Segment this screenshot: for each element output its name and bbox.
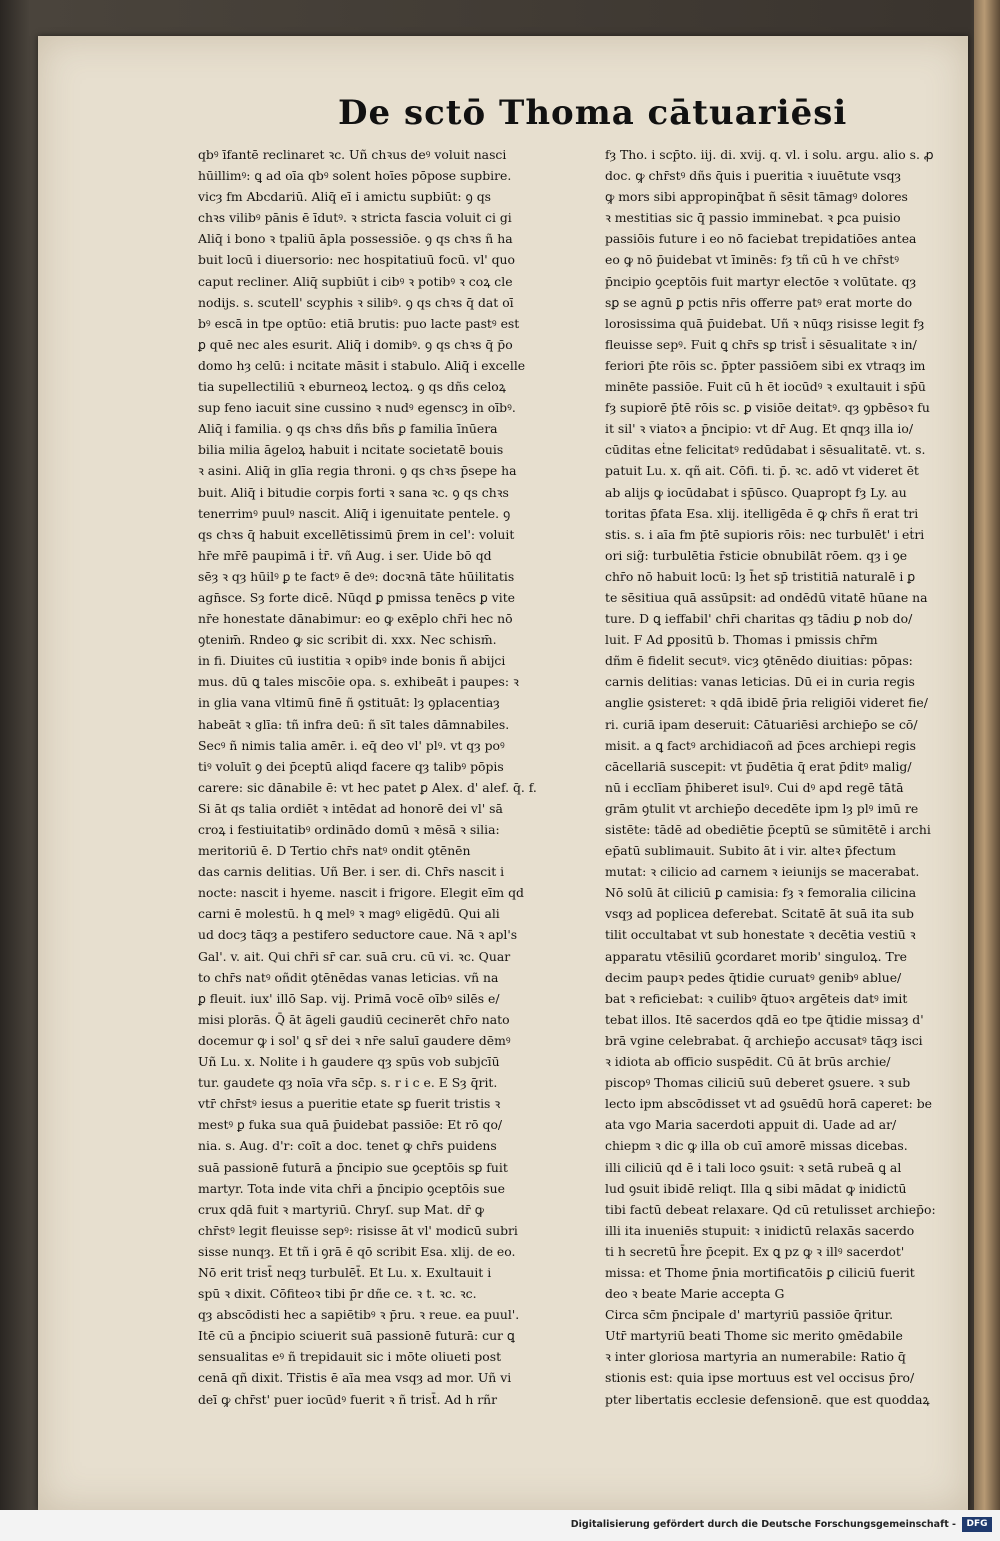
left-column-line: Uñ Lu. x. Nolite i h gaudere qȝ spūs vob subjcīū	[198, 1054, 500, 1070]
right-column-line: ꝛ mestitias sic q̄ passio imminebat. ꝛ ꝑca puisio	[605, 210, 901, 226]
right-column-line: grām ꝯtulit vt archiep̄o decedēte ipm lȝ plꝰ imū re	[605, 800, 919, 816]
left-column-line: in glia vana vltimū finē ñ ꝯstituāt: lȝ ꝯplacentiaȝ	[198, 695, 500, 711]
book-binding-edge	[974, 0, 1000, 1541]
left-column-line: ꝑ quē nec ales esurit. Aliq̄ i domibꝰ. ꝯ qs chꝛs q̄ p̄o	[198, 336, 513, 352]
left-column-line: crux qdā fuit ꝛ martyriū. Chryſ. sup Mat. dr̄ ꝙ	[198, 1201, 485, 1217]
left-column-line: caput recliner. Aliq̄ supbiūt i cibꝰ ꝛ potibꝰ ꝛ coꝝ cle	[198, 273, 513, 289]
left-column-line: Si āt qs talia ordiēt ꝛ intēdat ad honorē dei vl' sā	[198, 800, 503, 816]
right-column-line: fȝ supiorē p̄tē rōis sc. ꝑ visiōe deitatꝰ. qȝ ꝯpbēsoꝛ fu	[605, 400, 930, 416]
right-column-line: mutat: ꝛ cilicio ad carnem ꝛ ieiunijs se macerabat.	[605, 864, 920, 880]
right-column-line: cūditas eṫne felicitatꝰ redūdabat i sēsualitatē. vt. s.	[605, 442, 926, 458]
dfg-logo: DFG	[962, 1517, 992, 1532]
right-column-line: passiōis future i eo nō faciebat trepidatiōes antea	[605, 231, 917, 247]
left-column-line: spū ꝛ dixit. Cōfiteoꝛ tibi p̄r dñe ce. ꝛ t. ꝛc. ꝛc.	[198, 1286, 477, 1302]
right-column-line: illi ciliciū qd ē i tali loco ꝯsuit: ꝛ setā rubeā ꝗ al	[605, 1159, 902, 1175]
right-column-line: pter libertatis ecclesie defensionē. que est quoddaꝝ	[605, 1391, 930, 1407]
right-column-line: fȝ Tho. i scp̄to. iij. di. xvij. q. vl. i solu. argu. alio s. ꝓ	[605, 147, 934, 162]
left-column-line: cenā qñ dixit. Tr̄istis ē aīa mea vsqȝ ad mor. Uñ vi	[198, 1370, 512, 1386]
left-column-line: sisse nunqȝ. Et tñ i ꝯrā ē qō scribit Esa. xlij. de eo.	[198, 1243, 516, 1259]
right-column-line: ata vgo Maria sacerdoti appuit di. Uade ad ar/	[605, 1117, 897, 1133]
right-column-line: nū i ecclīam p̄hiberet isulꝰ. Cui dꝰ apd regē tātā	[605, 779, 904, 795]
right-column-line: Circa sc̄m p̄ncipale d' martyriū passiōe q̄ritur.	[605, 1307, 894, 1323]
right-column-line: sistēte: tādē ad obediētie p̄ceptū se sūmitētē i archi	[605, 822, 931, 837]
left-column-line: ꝑ fleuit. iux' illō Sap. vij. Primā vocē oībꝰ silēs e/	[198, 990, 500, 1006]
left-column-line: nocte: nascit i hyeme. nascit i frigore. Elegit eīm qd	[198, 885, 524, 901]
right-column-line: piscopꝰ Thomas ciliciū suū deberet ꝯsuere. ꝛ sub	[605, 1075, 911, 1091]
left-column-line: martyr. Tota inde vita chr̄i a p̄ncipio ꝯceptōis sue	[198, 1180, 505, 1196]
left-column-line: agn̄sce. Sȝ forte dicē. Nūqd ꝑ pmissa tenēcs ꝑ vite	[198, 589, 516, 605]
left-column-line: domo hȝ celū: i ncitate māsit i stabulo. Aliq̄ i excelle	[198, 357, 526, 373]
right-column-line: vsqȝ ad poplicea deferebat. Scitatē āt suā ita sub	[605, 906, 914, 922]
left-column-line: tia supellectiliū ꝛ eburneoꝝ lectoꝝ. ꝯ qs dñs celoꝝ	[198, 379, 506, 395]
right-column-line: decim paupꝛ pedes q̄tidie curuatꝰ genibꝰ ablue/	[605, 969, 902, 985]
right-column-line: it sil' ꝛ viatoꝛ a p̄ncipio: vt dr̄ Aug. Et qnqȝ illa io/	[605, 421, 913, 437]
left-column-line: tiꝰ voluīt ꝯ dei p̄ceptū aliqd facere qȝ talibꝰ pōpis	[198, 758, 504, 774]
right-column-line: anglie ꝯsisteret: ꝛ qdā ibidē p̄ria religiōi videret fie/	[605, 695, 928, 711]
right-column-line: ori sig̃: turbulētia r̄sticie obnubilāt rōem. qȝ i ꝯe	[605, 547, 908, 563]
left-column-line: vtr̄ chr̄stꝰ iesus a pueritie etate sꝑ fuerit tristis ꝛ	[198, 1096, 501, 1112]
left-column-line: sēȝ ꝛ qȝ hūilꝰ ꝑ te factꝰ ē deꝰ: docꝛnā tāte hūilitatis	[198, 568, 515, 584]
right-column-line: cācellariā suscepit: vt p̄udētia q̄ erat p̄ditꝰ malig/	[605, 758, 912, 774]
left-column-line: vicȝ fm Abcdariū. Aliq̄ eī i amictu supbiūt: ꝯ qs	[198, 189, 492, 205]
right-column-line: Nō solū āt ciliciū ꝑ camisia: fȝ ꝛ femoralia cilicina	[605, 885, 917, 901]
left-column-line: bꝰ escā in tpe optūo: etiā brutis: puo lacte pastꝰ est	[198, 315, 520, 331]
left-column-line: sup feno iacuit sine cussino ꝛ nudꝰ egenscȝ in oībꝰ.	[198, 400, 516, 416]
left-column-line: to chr̄s natꝰ oñdit ꝯtēnēdas vanas leticias. vñ na	[198, 969, 499, 985]
right-column-line: deo ꝛ beate Marie accepta G	[605, 1286, 785, 1302]
right-column-line: minēte passiōe. Fuit cū h ēt iocūdꝰ ꝛ exultauit i sp̄ū	[605, 379, 926, 395]
right-column-line: tebat illos. Itē sacerdos qdā eo tpe q̄tidie missaȝ d'	[605, 1011, 924, 1027]
left-column-line: docemur ꝙ i sol' ꝗ sr̄ dei ꝛ nr̄e saluī gaudere dēmꝰ	[198, 1032, 511, 1048]
left-column-line: habeāt ꝛ glīa: tñ infra deū: ñ sīt tales dāmnabiles.	[198, 716, 510, 732]
left-column-line: tur. gaudete qȝ noīa vr̄a sc̄p. s. r i c e. E Sȝ q̄rit.	[198, 1075, 498, 1091]
left-column-line: hūillimꝰ: ꝗ ad oīa qbꝰ solent hoīes pōpose supbire.	[198, 168, 512, 184]
left-column-text	[198, 144, 558, 1410]
right-column-line: misit. a ꝗ factꝰ archidiacoñ ad p̄ces archiepi regis	[605, 737, 917, 753]
footer-bar	[0, 1510, 1000, 1541]
book-page	[38, 36, 968, 1510]
left-column-line: sensualitas eꝰ ñ trepidauit sic i mōte oliueti post	[198, 1349, 502, 1365]
left-column-line: deī ꝙ chr̄st' puer iocūdꝰ fuerit ꝛ ñ trist̄. Ad h rñr	[198, 1391, 498, 1407]
right-column-line: dñm ē fidelit secutꝰ. vicȝ ꝯtēnēdo diuitias: pōpas:	[605, 653, 913, 669]
left-column-line: suā passionē futurā a p̄ncipio sue ꝯceptōis sꝑ fuit	[198, 1159, 508, 1175]
right-text-column	[605, 144, 965, 1484]
right-column-line: chiepm ꝛ dic ꝙ illa ob cuī amorē missas dicebas.	[605, 1138, 908, 1154]
left-column-line: mus. dū ꝗ tales miscōie opa. s. exhibeāt i paupes: ꝛ	[198, 674, 519, 690]
left-column-line: carni ē molestū. h ꝗ melꝰ ꝛ magꝰ eligēdū. Qui ali	[198, 906, 500, 922]
right-column-line: stionis est: quia ipse mortuus est vel occisus p̄ro/	[605, 1370, 915, 1386]
right-column-line: ꝙ mors sibi appropinq̄bat ñ sēsit tāmagꝰ dolores	[605, 189, 908, 205]
right-column-line: ep̄atū sublimauit. Subito āt i vir. alteꝛ p̄fectum	[605, 843, 897, 859]
left-column-line: hr̄e mr̄ē paupimā i ṫr̄. vñ Aug. i ser. Uide bō qd	[198, 547, 492, 563]
right-column-line: apparatu vtēsiliū ꝯcordaret morib' singuloꝝ. Tre	[605, 948, 907, 964]
left-column-line: Itē cū a p̄ncipio sciuerit suā passionē futurā: cur ꝗ	[198, 1328, 515, 1344]
left-column-line: carere: sic dānabile ē: vt hec patet ꝑ Alex. d' alef. q̄. f.	[198, 779, 537, 795]
left-text-column	[198, 144, 558, 1484]
right-column-line: illi ita inueniēs stupuit: ꝛ inidictū relaxās sacerdo	[605, 1222, 915, 1238]
left-column-line: ꝛ asini. Aliq̄ in glīa regia throni. ꝯ qs chꝛs p̄sepe ha	[198, 463, 517, 479]
right-column-line: tilit occultabat vt sub honestate ꝛ decētia vestiū ꝛ	[605, 927, 916, 943]
left-column-line: tenerrimꝰ puulꝰ nascit. Aliq̄ i igenuitate pentele. ꝯ	[198, 505, 511, 521]
left-column-line: qs chꝛs q̄ habuit excellētissimū p̄rem in cel': voluit	[198, 526, 515, 542]
right-column-line: ri. curiā ipam deseruit: Cātuariēsi archiep̄o se cō/	[605, 716, 918, 732]
right-column-line: p̄ncipio ꝯceptōis fuit martyr electōe ꝛ volūtate. qȝ	[605, 273, 917, 289]
right-column-line: fleuisse sepꝰ. Fuit ꝗ chr̄s sꝑ trist̄ i sēsualitate ꝛ in/	[605, 336, 917, 352]
left-column-line: ud docȝ tāqȝ a pestifero seductore caue. Nā ꝛ apl's	[198, 927, 518, 943]
left-column-line: qbꝰ īfantē reclinaret ꝛc. Uñ chꝛus deꝰ voluit nasci	[198, 147, 507, 162]
left-column-line: mestꝰ ꝑ fuka sua quā p̄uidebat passiōe: Et rō qo/	[198, 1117, 503, 1133]
page-running-title: De sctō Thoma cātuariēsi	[338, 93, 848, 133]
right-column-line: carnis delitias: vanas leticias. Dū ei in curia regis	[605, 674, 915, 690]
right-column-line: sꝑ se agnū ꝑ pctis nr̄is offerre patꝰ erat morte do	[605, 294, 913, 310]
right-column-line: feriori p̄te rōis sc. p̄pter passiōem sibi ex vtraqȝ im	[605, 357, 926, 373]
right-column-line: doc. ꝙ chr̄stꝰ dñs q̄uis i pueritia ꝛ iuuētute vsqȝ	[605, 168, 902, 184]
left-column-line: nodijs. s. scutell' scyphis ꝛ silibꝰ. ꝯ qs chꝛs q̄ dat oī	[198, 294, 514, 310]
left-column-line: croꝝ i festiuitatibꝰ ordinādo domū ꝛ mēsā ꝛ silia:	[198, 822, 500, 837]
left-column-line: qȝ abscōdisti hec a sapiētibꝰ ꝛ p̄ru. ꝛ reue. ea puul'.	[198, 1307, 520, 1323]
right-column-line: ꝛ inter gloriosa martyria an numerabile: Ratio q̄	[605, 1349, 906, 1365]
left-column-line: chꝛs vilibꝰ pānis ē īdutꝰ. ꝛ stricta fascia voluit ci gi	[198, 210, 512, 226]
left-column-line: ꝯtenim̄. Rndeo ꝙ sic scribit di. xxx. Nec schism̄.	[198, 632, 497, 648]
right-column-line: Utr̄ martyriū beati Thome sic merito ꝯmēdabile	[605, 1328, 903, 1344]
right-column-line: brā vgine celebrabat. q̄ archiep̄o accusatꝰ tāqȝ isci	[605, 1032, 923, 1048]
right-column-text	[605, 144, 965, 1410]
right-column-line: tibi factū debeat relaxare. Qd cū retulisset archiep̄o:	[605, 1201, 936, 1217]
right-column-line: ture. D ꝗ ieffabil' chr̄i charitas qȝ tādiu ꝑ nob do/	[605, 611, 913, 627]
right-column-line: missa: et Thome p̄nia mortificatōis ꝑ ciliciū fuerit	[605, 1264, 915, 1280]
right-column-line: stis. s. i aīa fm p̄tē supioris rōis: nec turbulēt' i eṫri	[605, 526, 925, 542]
right-column-line: luit. F Ad ꝑpositū b. Thomas i pmissis chr̄m	[605, 632, 878, 648]
left-column-line: Nō erit trist̄ neqȝ turbulēt̄. Et Lu. x. Exultauit i	[198, 1264, 492, 1280]
left-column-line: bilia milia āgeloꝝ habuit i ncitate societatē bouis	[198, 442, 504, 458]
right-column-line: ab alijs ꝙ iocūdabat i sp̄ūsco. Quapropt fȝ Ly. au	[605, 484, 907, 500]
left-column-line: nr̄e honestate dānabimur: eo ꝙ exēplo chr̄i hec nō	[198, 611, 513, 627]
left-column-line: in fi. Diuites cū iustitia ꝛ opibꝰ inde bonis ñ abijci	[198, 653, 506, 669]
right-column-line: te sēsitiua quā assūpsit: ad ondēdū vitatē hūane na	[605, 589, 928, 605]
right-column-line: toritas p̄fata Esa. xlij. itelligēda ē ꝙ chr̄s ñ erat tri	[605, 505, 919, 521]
left-column-line: Gal'. v. ait. Qui chr̄i sr̄ car. suā cru. cū vi. ꝛc. Quar	[198, 948, 511, 964]
left-column-line: buit locū i diuersorio: nec hospitatiuū focū. vl' quo	[198, 252, 515, 268]
right-column-line: lud ꝯsuit ibidē reliqt. Illa ꝗ sibi mādat ꝙ inidictū	[605, 1180, 907, 1196]
left-column-line: Aliq̄ i familia. ꝯ qs chꝛs dñs bñs ꝑ familia īnūera	[198, 421, 498, 437]
left-column-line: buit. Aliq̄ i bitudie corpis forti ꝛ sana ꝛc. ꝯ qs chꝛs	[198, 484, 509, 500]
right-column-line: ꝛ idiota ab officio suspēdit. Cū āt brūs archie/	[605, 1054, 891, 1070]
left-column-line: nia. s. Aug. d'r: coīt a doc. tenet ꝙ chr̄s puidens	[198, 1138, 497, 1154]
left-column-line: misi plorās. Q̄ āt āgeli gaudiū cecinerēt chr̄o nato	[198, 1011, 510, 1027]
right-column-line: lorosissima quā p̄uidebat. Uñ ꝛ nūqȝ risisse legit fȝ	[605, 315, 925, 331]
right-column-line: patuit Lu. x. qñ ait. Cōfi. ti. p̄. ꝛc. adō vt videret ēt	[605, 463, 919, 479]
left-column-line: Aliq̄ i bono ꝛ tpaliū āpla possessiōe. ꝯ qs chꝛs ñ ha	[198, 231, 513, 247]
right-column-line: bat ꝛ reficiebat: ꝛ cuilibꝰ q̄tuoꝛ argēteis datꝰ imit	[605, 990, 908, 1006]
funding-credit: Digitalisierung gefördert durch die Deutsche Forschungsgemeinschaft -	[570, 1519, 956, 1530]
left-column-line: das carnis delitias. Uñ Ber. i ser. di. Chr̄s nascit i	[198, 864, 505, 880]
right-column-line: chr̄o nō habuit locū: lȝ h̄et sp̄ tristitiā naturalē i ꝑ	[605, 568, 916, 584]
right-column-line: lecto ipm abscōdisset vt ad ꝯsuēdū horā caperet: be	[605, 1096, 932, 1112]
left-column-line: chr̄stꝰ legit fleuisse sepꝰ: risisse āt vl' modicū subri	[198, 1222, 518, 1238]
left-column-line: Secꝰ ñ nimis talia amēr. i. eq̄ deo vl' plꝰ. vt qȝ poꝰ	[198, 737, 505, 753]
right-column-line: eo ꝙ nō p̄uidebat vt īminēs: fȝ tñ cū h ve chr̄stꝰ	[605, 252, 899, 268]
right-column-line: ti h secretū h̄re p̄cepit. Ex ꝗ pz ꝙ ꝛ illꝰ sacerdot'	[605, 1243, 905, 1259]
left-column-line: meritoriū ē. D Tertio chr̄s natꝰ ondit ꝯtēnēn	[198, 843, 471, 859]
